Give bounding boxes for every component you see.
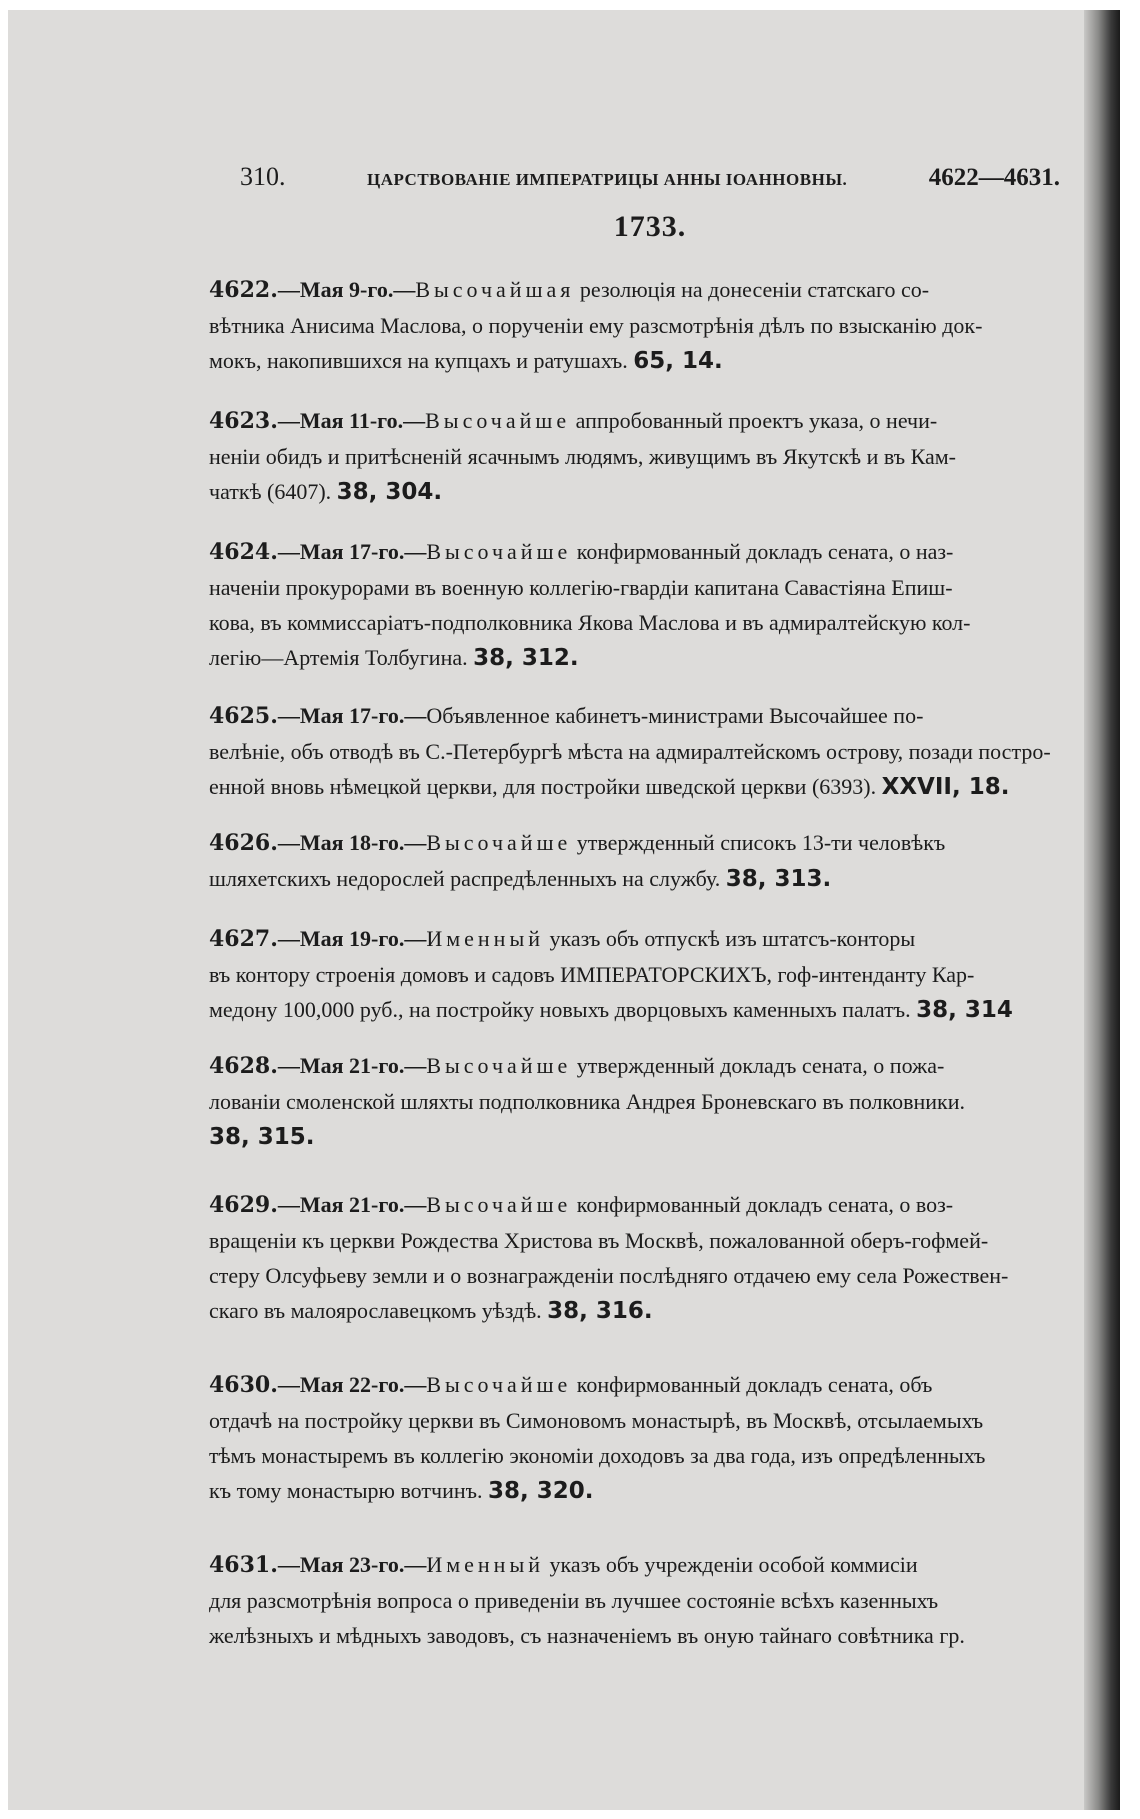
entry-line xyxy=(185,921,1120,957)
entry-date: —Мая 17-го.— xyxy=(277,703,427,728)
entry xyxy=(185,1367,1120,1509)
entry-line xyxy=(185,957,1120,992)
entry-reference: 38, 312. xyxy=(473,645,579,671)
entry-reference: 38, 320. xyxy=(488,1478,594,1504)
entry xyxy=(185,921,1120,1028)
entry-line xyxy=(185,1293,1120,1329)
entry-date: —Мая 19-го.— xyxy=(277,926,427,951)
entry-text: енной вновь нѣмецкой церкви, для постройки шведской церкви (6393). xyxy=(209,774,877,799)
entry-line xyxy=(185,1223,1120,1258)
entry-text: тѣмъ монастыремъ въ коллегію экономіи доходовъ за два года, изъ опредѣленныхъ xyxy=(209,1443,986,1468)
entry-line xyxy=(185,308,1120,343)
entry-kind: Высочайшая xyxy=(415,277,575,302)
entry-text: мокъ, накопившихся на купцахъ и ратушахъ. xyxy=(209,348,628,373)
entry-text: медону 100,000 руб., на постройку новыхъ дворцовыхъ каменныхъ палатъ. xyxy=(209,997,911,1022)
entry-text: вѣтника Анисима Маслова, о порученіи ему разсмотрѣнія дѣлъ по взысканію док- xyxy=(209,313,983,338)
entry-date: —Мая 21-го.— xyxy=(277,1053,427,1078)
entry-text: отдачѣ на постройку церкви въ Симоновомъ монастырѣ, въ Москвѣ, отсылаемыхъ xyxy=(209,1408,984,1433)
entry-text: лованіи смоленской шляхты подполковника Андрея Броневскаго въ полковники. xyxy=(209,1089,966,1114)
entry-number: 4627. xyxy=(209,926,278,952)
entry-date: —Мая 11-го.— xyxy=(277,408,426,433)
entry-reference: 65, 14. xyxy=(633,348,723,374)
running-title: ЦАРСТВОВАНІЕ ИМПЕРАТРИЦЫ АННЫ ІОАННОВНЫ. xyxy=(366,170,848,189)
entry-range: 4622—4631. xyxy=(928,164,1060,191)
entry-reference: 38, 315. xyxy=(209,1124,315,1150)
entry-text: утвержденный списокъ 13-ти человѣкъ xyxy=(576,830,946,855)
entry-text: стеру Олсуфьеву земли и о вознагражденіи послѣдняго отдачею ему села Рожествен- xyxy=(209,1263,1009,1288)
entry-number: 4630. xyxy=(209,1372,278,1398)
entry xyxy=(185,1187,1120,1329)
entry-line xyxy=(185,1403,1120,1438)
entry-line xyxy=(185,1084,1120,1119)
entry-number: 4626. xyxy=(209,830,278,856)
entry xyxy=(185,1547,1120,1653)
entry-kind: Высочайше xyxy=(426,1372,572,1397)
entry-kind: Высочайше xyxy=(426,539,572,564)
entry-text: чаткѣ (6407). xyxy=(209,479,332,504)
entry-text: аппробованный проектъ указа, о нечи- xyxy=(575,408,938,433)
entry-line xyxy=(185,1438,1120,1473)
entry-kind: Высочайше xyxy=(426,830,572,855)
entry-text: указъ объ отпускѣ изъ штатсъ-конторы xyxy=(549,926,916,951)
entry-text: конфирмованный докладъ сената, о воз- xyxy=(576,1192,954,1217)
entry-kind: Именный xyxy=(426,926,545,951)
entry-line xyxy=(185,534,1120,570)
entry-reference: XXVII, 18. xyxy=(881,774,1010,800)
entry-text: наченіи прокурорами въ военную коллегію-гвардіи капитана Савастіяна Епиш- xyxy=(209,575,953,600)
entry-line xyxy=(185,640,1120,676)
entry-line xyxy=(185,1473,1120,1509)
entry-number: 4629. xyxy=(209,1192,278,1218)
entry-text: легію—Артемія Толбугина. xyxy=(209,645,468,670)
entry-text: кова, въ коммиссаріатъ-подполковника Якова Маслова и въ адмиралтейскую кол- xyxy=(209,610,971,635)
entry-text: указъ объ учрежденіи особой коммисіи xyxy=(549,1552,918,1577)
entry-date: —Мая 23-го.— xyxy=(277,1552,427,1577)
entry-line xyxy=(185,769,1120,805)
entry-reference: 38, 304. xyxy=(336,479,443,505)
year-heading: 1733. xyxy=(613,210,687,243)
entry-line xyxy=(185,1258,1120,1293)
entry-text: конфирмованный докладъ сената, о наз- xyxy=(576,539,954,564)
entry-date: —Мая 17-го.— xyxy=(277,539,427,564)
entry-line xyxy=(185,272,1120,308)
entry-line xyxy=(185,1119,1120,1155)
entry-text: неніи обидъ и притѣсненій ясачнымъ людямъ, живущимъ въ Якутскѣ и въ Кам- xyxy=(209,444,956,469)
entry-line xyxy=(185,439,1120,474)
entry-number: 4622. xyxy=(209,277,278,303)
entry-kind: Высочайше xyxy=(425,408,571,433)
entry-line xyxy=(185,825,1120,861)
entry-number: 4625. xyxy=(209,703,278,729)
entry-line xyxy=(185,1583,1120,1618)
entry-line xyxy=(185,570,1120,605)
entry-text: конфирмованный докладъ сената, объ xyxy=(576,1372,933,1397)
entry-line xyxy=(185,1547,1120,1583)
entry-line xyxy=(185,605,1120,640)
entry-line xyxy=(185,403,1120,439)
entry xyxy=(185,698,1120,805)
entry-text: желѣзныхъ и мѣдныхъ заводовъ, съ назначеніемъ въ оную тайнаго совѣтника гр. xyxy=(209,1623,965,1648)
entry-date: —Мая 18-го.— xyxy=(277,830,427,855)
entry-text: для разсмотрѣнія вопроса о приведеніи въ лучшее состояніе всѣхъ казенныхъ xyxy=(209,1588,939,1613)
entry-date: —Мая 22-го.— xyxy=(277,1372,427,1397)
entry xyxy=(185,1048,1120,1155)
entry-text: утвержденный докладъ сената, о пожа- xyxy=(576,1053,945,1078)
entry-line xyxy=(185,1187,1120,1223)
entry-text: вращеніи къ церкви Рождества Христова въ Москвѣ, пожалованной оберъ-гофмей- xyxy=(209,1228,989,1253)
entry-reference: 38, 313. xyxy=(725,866,832,892)
entry-date: —Мая 9-го.— xyxy=(277,277,416,302)
entry-text: въ контору строенія домовъ и садовъ ИМПЕРАТОРСКИХЪ, гоф-интенданту Кар- xyxy=(209,962,975,987)
entry-line xyxy=(185,1048,1120,1084)
entry-line xyxy=(185,343,1120,379)
entry-line xyxy=(185,992,1120,1028)
entry-reference: 38, 314 xyxy=(916,997,1013,1023)
entry xyxy=(185,534,1120,676)
entry-text: шляхетскихъ недорослей распредѣленныхъ на службу. xyxy=(209,866,721,891)
entry-date: —Мая 21-го.— xyxy=(277,1192,427,1217)
entry xyxy=(185,403,1120,510)
entries-list xyxy=(185,272,1120,1653)
entry xyxy=(185,825,1120,897)
entry-kind: Высочайше xyxy=(426,1053,572,1078)
entry-line xyxy=(185,1367,1120,1403)
entry-text: велѣніе, объ отводѣ въ С.-Петербургѣ мѣста на адмиралтейскомъ острову, позади постро- xyxy=(209,739,1051,764)
entry xyxy=(185,272,1120,379)
entry-line xyxy=(185,474,1120,510)
entry-number: 4624. xyxy=(209,539,278,565)
entry-line xyxy=(185,1618,1120,1653)
entry-number: 4623. xyxy=(209,408,278,434)
entry-line xyxy=(185,861,1120,897)
entry-kind: Высочайше xyxy=(426,1192,572,1217)
entry-number: 4631. xyxy=(209,1552,278,1578)
entry-kind: Именный xyxy=(426,1552,545,1577)
entry-line xyxy=(185,734,1120,769)
entry-text: резолюція на донесеніи статскаго со- xyxy=(579,277,930,302)
page-header xyxy=(240,162,1060,202)
entry-line xyxy=(185,698,1120,734)
page-number: 310. xyxy=(240,162,286,191)
entry-reference: 38, 316. xyxy=(547,1298,653,1324)
entry-text: къ тому монастырю вотчинъ. xyxy=(209,1478,483,1503)
entry-text: скаго въ малоярославецкомъ уѣздѣ. xyxy=(209,1298,542,1323)
entry-number: 4628. xyxy=(209,1053,278,1079)
entry-text: Объявленное кабинетъ-министрами Высочайшее по- xyxy=(426,703,924,728)
